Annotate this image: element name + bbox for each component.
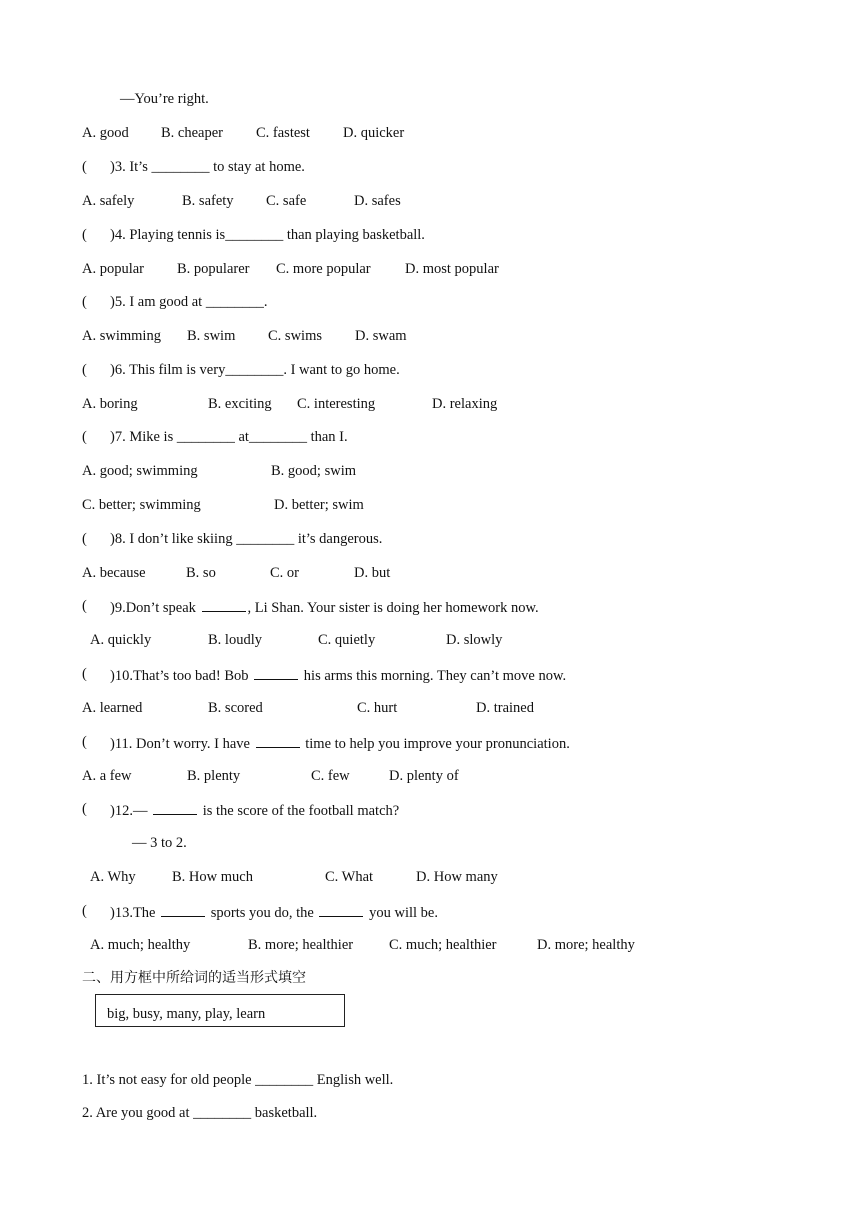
- q2-option-a: A. good: [82, 125, 129, 141]
- q12-option-a: A. Why: [90, 869, 136, 885]
- q4-option-d: D. most popular: [405, 261, 499, 277]
- q13-text-before: )13.The: [110, 905, 156, 921]
- q4-option-b: B. popularer: [177, 261, 250, 277]
- q12-answer-blank[interactable]: [153, 800, 197, 815]
- q12-option-b: B. How much: [172, 869, 253, 885]
- q9-paren: (: [82, 598, 87, 614]
- q9-question: [110, 597, 539, 617]
- q7-option-c: C. better; swimming: [82, 497, 201, 513]
- q5-option-d: D. swam: [355, 328, 407, 344]
- q6-option-a: A. boring: [82, 396, 138, 412]
- q4-option-c: C. more popular: [276, 261, 371, 277]
- q13-option-b: B. more; healthier: [248, 937, 354, 953]
- q3-option-c: C. safe: [266, 193, 307, 209]
- q10-text-after: his arms this morning. They can’t move now.: [303, 668, 567, 684]
- q10-option-c: C. hurt: [357, 700, 398, 716]
- q11-text-before: )11. Don’t worry. I have: [110, 736, 250, 752]
- q13-paren: (: [82, 903, 87, 919]
- q11-answer-blank[interactable]: [256, 733, 300, 748]
- q8-option-c: C. or: [270, 565, 299, 581]
- section2-item-1: 1. It’s not easy for old people ________ English well.: [82, 1072, 394, 1088]
- q9-option-b: B. loudly: [208, 632, 262, 648]
- q12-text-before: )12.—: [110, 803, 148, 819]
- q5-option-a: A. swimming: [82, 328, 161, 344]
- q2-option-b: B. cheaper: [161, 125, 223, 141]
- q11-option-c: C. few: [311, 768, 350, 784]
- q4-option-a: A. popular: [82, 261, 145, 277]
- q9-text-after: , Li Shan. Your sister is doing her homework now.: [247, 600, 539, 616]
- q5-paren: (: [82, 294, 87, 310]
- q11-option-a: A. a few: [82, 768, 132, 784]
- q2-option-c: C. fastest: [256, 125, 310, 141]
- q11-option-b: B. plenty: [187, 768, 241, 784]
- q13-answer-blank-2[interactable]: [319, 902, 363, 917]
- q13-text-mid: sports you do, the: [210, 905, 314, 921]
- q7-paren: (: [82, 429, 87, 445]
- word-box: [95, 994, 345, 1027]
- q13-answer-blank-1[interactable]: [161, 902, 205, 917]
- q13-option-a: A. much; healthy: [90, 937, 191, 953]
- q8-option-d: D. but: [354, 565, 391, 581]
- q10-option-a: A. learned: [82, 700, 143, 716]
- word-box-text: big, busy, many, play, learn: [107, 1006, 266, 1022]
- q10-option-d: D. trained: [476, 700, 534, 716]
- q8-paren: (: [82, 531, 87, 547]
- q6-paren: (: [82, 362, 87, 378]
- q3-option-a: A. safely: [82, 193, 135, 209]
- q6-question: )6. This film is very________. I want to go home.: [110, 362, 400, 378]
- q13-option-d: D. more; healthy: [537, 937, 635, 953]
- q3-option-d: D. safes: [354, 193, 401, 209]
- q11-question: [110, 733, 570, 753]
- q3-option-b: B. safety: [182, 193, 234, 209]
- q7-option-d: D. better; swim: [274, 497, 364, 513]
- q4-paren: (: [82, 227, 87, 243]
- q8-option-a: A. because: [82, 565, 146, 581]
- q7-question: )7. Mike is ________ at________ than I.: [110, 429, 348, 445]
- q12-option-c: C. What: [325, 869, 374, 885]
- section2-heading: 二、用方框中所给词的适当形式填空: [82, 970, 306, 986]
- q4-question: )4. Playing tennis is________ than playing basketball.: [110, 227, 425, 243]
- q12-option-d: D. How many: [416, 869, 498, 885]
- q11-option-d: D. plenty of: [389, 768, 459, 784]
- q8-question: )8. I don’t like skiing ________ it’s dangerous.: [110, 531, 383, 547]
- q5-option-b: B. swim: [187, 328, 236, 344]
- q9-text-before: )9.Don’t speak: [110, 600, 196, 616]
- q9-option-c: C. quietly: [318, 632, 376, 648]
- q10-paren: (: [82, 666, 87, 682]
- q7-option-b: B. good; swim: [271, 463, 356, 479]
- section2-item-2: 2. Are you good at ________ basketball.: [82, 1105, 318, 1121]
- q11-text-after: time to help you improve your pronunciation.: [305, 736, 570, 752]
- q12-paren: (: [82, 801, 87, 817]
- q3-question: )3. It’s ________ to stay at home.: [110, 159, 305, 175]
- q9-option-d: D. slowly: [446, 632, 503, 648]
- q2-option-d: D. quicker: [343, 125, 405, 141]
- q12-question: [110, 800, 399, 820]
- q10-question: [110, 665, 566, 685]
- q13-text-after: you will be.: [369, 905, 438, 921]
- q12-reply: — 3 to 2.: [132, 835, 187, 851]
- q12-text-after: is the score of the football match?: [202, 803, 400, 819]
- q10-answer-blank[interactable]: [254, 665, 298, 680]
- q10-text-before: )10.That’s too bad! Bob: [110, 668, 249, 684]
- q5-option-c: C. swims: [268, 328, 322, 344]
- q13-option-c: C. much; healthier: [389, 937, 497, 953]
- q7-option-a: A. good; swimming: [82, 463, 198, 479]
- q13-question: [110, 902, 438, 922]
- q11-paren: (: [82, 734, 87, 750]
- q8-option-b: B. so: [186, 565, 216, 581]
- q5-question: )5. I am good at ________.: [110, 294, 268, 310]
- q3-paren: (: [82, 159, 87, 175]
- q6-option-d: D. relaxing: [432, 396, 498, 412]
- q6-option-c: C. interesting: [297, 396, 376, 412]
- q6-option-b: B. exciting: [208, 396, 272, 412]
- q9-option-a: A. quickly: [90, 632, 152, 648]
- q10-option-b: B. scored: [208, 700, 263, 716]
- q9-answer-blank[interactable]: [202, 597, 246, 612]
- q2-reply: —You’re right.: [120, 91, 209, 107]
